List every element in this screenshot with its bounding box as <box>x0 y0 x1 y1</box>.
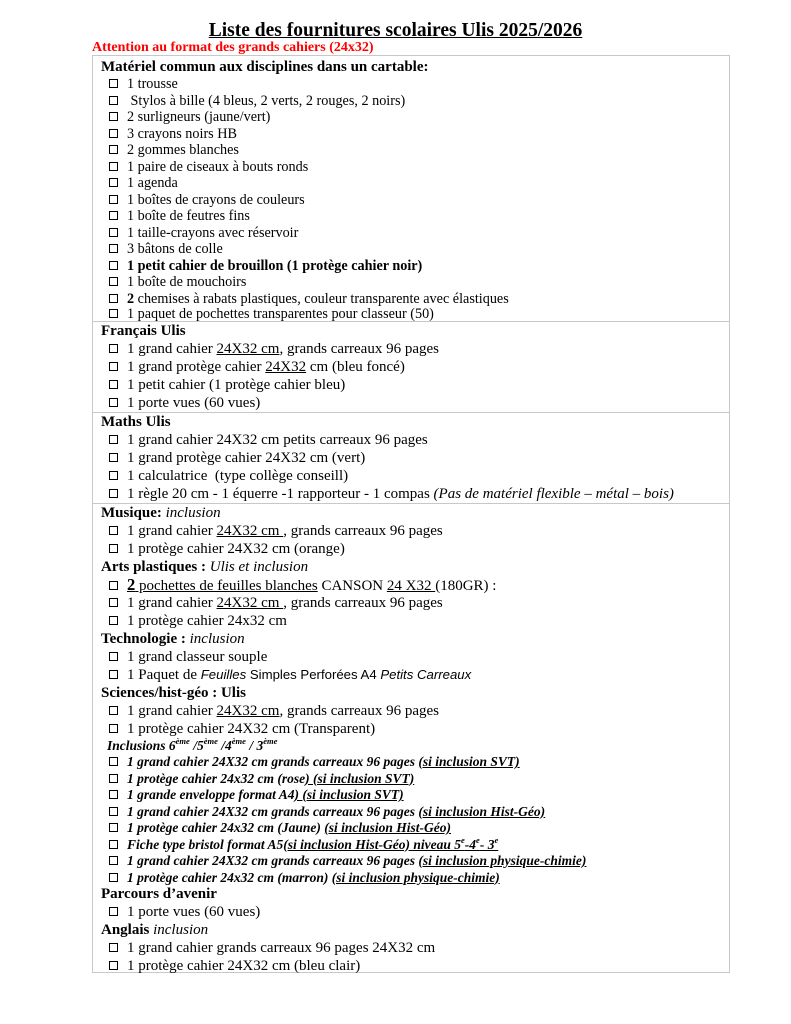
list-item[interactable]: 1 trousse <box>109 76 178 92</box>
checkbox-icon[interactable] <box>109 228 118 237</box>
list-item[interactable]: 2 pochettes de feuilles blanches CANSON 24 X32 (180GR) : <box>109 577 496 594</box>
list-item[interactable]: 1 grand cahier 24X32 cm , grands carreaux 96 pages <box>109 595 443 611</box>
checkbox-icon[interactable] <box>109 581 118 590</box>
list-item[interactable]: 1 taille-crayons avec réservoir <box>109 225 298 241</box>
list-item[interactable]: 1 porte vues (60 vues) <box>109 395 260 411</box>
checkbox-icon[interactable] <box>109 453 118 462</box>
supplies-table <box>92 55 730 973</box>
list-item[interactable]: 3 bâtons de colle <box>109 241 223 257</box>
section-heading: Maths Ulis <box>101 414 171 430</box>
list-item[interactable]: 1 grand cahier 24X32 cm grands carreaux 96 pages (si inclusion physique-chimie) <box>109 853 586 869</box>
checkbox-icon[interactable] <box>109 398 118 407</box>
checkbox-icon[interactable] <box>109 380 118 389</box>
section-commun <box>93 56 729 321</box>
list-item[interactable]: 1 protège cahier 24X32 cm (orange) <box>109 541 345 557</box>
section-heading-techno: Technologie : inclusion <box>101 631 245 647</box>
list-item[interactable]: 1 boîtes de crayons de couleurs <box>109 192 305 208</box>
list-item[interactable]: 1 protège cahier 24x32 cm (Jaune) (si inclusion Hist-Géo) <box>109 820 451 836</box>
list-item[interactable]: Stylos à bille (4 bleus, 2 verts, 2 rouges, 2 noirs) <box>109 93 405 109</box>
list-item[interactable]: 1 protège cahier 24x32 cm (marron) (si inclusion physique-chimie) <box>109 870 500 886</box>
checkbox-icon[interactable] <box>109 294 118 303</box>
list-item[interactable]: 1 petit cahier de brouillon (1 protège cahier noir) <box>109 258 422 274</box>
checkbox-icon[interactable] <box>109 943 118 952</box>
checkbox-icon[interactable] <box>109 840 118 849</box>
section-francais <box>93 321 729 413</box>
checkbox-icon[interactable] <box>109 807 118 816</box>
list-item[interactable]: 1 grande enveloppe format A4) (si inclusion SVT) <box>109 787 404 803</box>
checkbox-icon[interactable] <box>109 652 118 661</box>
checkbox-icon[interactable] <box>109 261 118 270</box>
section-other-subjects <box>93 503 729 973</box>
list-item[interactable]: 1 grand cahier 24X32 cm, grands carreaux 96 pages <box>109 341 439 357</box>
list-item[interactable]: 1 paquet de pochettes transparentes pour classeur (50) <box>109 306 434 322</box>
list-item[interactable]: 1 grand cahier 24X32 cm , grands carreaux 96 pages <box>109 523 443 539</box>
list-item[interactable]: 1 boîte de feutres fins <box>109 208 250 224</box>
list-item[interactable]: 2 chemises à rabats plastiques, couleur transparente avec élastiques <box>109 291 509 307</box>
checkbox-icon[interactable] <box>109 670 118 679</box>
checkbox-icon[interactable] <box>109 907 118 916</box>
page-title: Liste des fournitures scolaires Ulis 2025/2026 <box>208 20 583 41</box>
checkbox-icon[interactable] <box>109 724 118 733</box>
list-item[interactable]: 3 crayons noirs HB <box>109 126 237 142</box>
attention-note: Attention au format des grands cahiers (24x32) <box>92 40 374 55</box>
list-item[interactable]: 1 boîte de mouchoirs <box>109 274 246 290</box>
list-item[interactable]: 2 surligneurs (jaune/vert) <box>109 109 270 125</box>
checkbox-icon[interactable] <box>109 112 118 121</box>
section-heading-musique: Musique: inclusion <box>101 505 221 521</box>
section-heading-arts: Arts plastiques : Ulis et inclusion <box>101 559 309 575</box>
list-item[interactable]: 1 grand cahier 24X32 cm, grands carreaux 96 pages <box>109 703 439 719</box>
checkbox-icon[interactable] <box>109 79 118 88</box>
checkbox-icon[interactable] <box>109 489 118 498</box>
section-heading: Français Ulis <box>101 323 186 339</box>
list-item[interactable]: 1 grand cahier 24X32 cm grands carreaux 96 pages (si inclusion SVT) <box>109 754 520 770</box>
checkbox-icon[interactable] <box>109 344 118 353</box>
checkbox-icon[interactable] <box>109 195 118 204</box>
section-heading-anglais: Anglais inclusion <box>101 922 209 938</box>
list-item[interactable]: Fiche type bristol format A5(si inclusion Hist-Géo) niveau 5e-4e- 3e <box>109 837 498 853</box>
checkbox-icon[interactable] <box>109 544 118 553</box>
checkbox-icon[interactable] <box>109 961 118 970</box>
checkbox-icon[interactable] <box>109 757 118 766</box>
section-heading: Matériel commun aux disciplines dans un cartable: <box>101 59 429 75</box>
checkbox-icon[interactable] <box>109 309 118 318</box>
checkbox-icon[interactable] <box>109 178 118 187</box>
section-heading-parcours: Parcours d’avenir <box>101 886 217 902</box>
list-item[interactable]: 1 grand cahier 24X32 cm grands carreaux 96 pages (si inclusion Hist-Géo) <box>109 804 545 820</box>
checkbox-icon[interactable] <box>109 96 118 105</box>
checkbox-icon[interactable] <box>109 211 118 220</box>
checkbox-icon[interactable] <box>109 873 118 882</box>
checkbox-icon[interactable] <box>109 526 118 535</box>
checkbox-icon[interactable] <box>109 162 118 171</box>
list-item[interactable]: 1 protège cahier 24X32 cm (Transparent) <box>109 721 375 737</box>
checkbox-icon[interactable] <box>109 471 118 480</box>
checkbox-icon[interactable] <box>109 435 118 444</box>
checkbox-icon[interactable] <box>109 823 118 832</box>
checkbox-icon[interactable] <box>109 706 118 715</box>
checkbox-icon[interactable] <box>109 145 118 154</box>
checkbox-icon[interactable] <box>109 774 118 783</box>
list-item[interactable]: 1 agenda <box>109 175 178 191</box>
list-item[interactable]: 2 gommes blanches <box>109 142 239 158</box>
list-item[interactable]: 1 grand protège cahier 24X32 cm (bleu foncé) <box>109 359 405 375</box>
checkbox-icon[interactable] <box>109 362 118 371</box>
checkbox-icon[interactable] <box>109 616 118 625</box>
list-item[interactable]: 1 calculatrice (type collège conseill) <box>109 468 348 484</box>
checkbox-icon[interactable] <box>109 277 118 286</box>
list-item[interactable]: 1 porte vues (60 vues) <box>109 904 260 920</box>
list-item[interactable]: 1 protège cahier 24X32 cm (bleu clair) <box>109 958 360 974</box>
list-item[interactable]: 1 protège cahier 24x32 cm <box>109 613 287 629</box>
list-item[interactable]: 1 grand protège cahier 24X32 cm (vert) <box>109 450 365 466</box>
list-item[interactable]: 1 petit cahier (1 protège cahier bleu) <box>109 377 345 393</box>
section-heading-sciences: Sciences/hist-géo : Ulis <box>101 685 246 701</box>
list-item[interactable]: 1 grand cahier 24X32 cm petits carreaux 96 pages <box>109 432 428 448</box>
inclusions-heading: Inclusions 6ème /5ème /4ème / 3ème <box>107 736 278 753</box>
list-item[interactable]: 1 grand cahier grands carreaux 96 pages 24X32 cm <box>109 940 435 956</box>
checkbox-icon[interactable] <box>109 129 118 138</box>
checkbox-icon[interactable] <box>109 244 118 253</box>
section-maths <box>93 412 729 504</box>
checkbox-icon[interactable] <box>109 790 118 799</box>
list-item[interactable]: 1 protège cahier 24x32 cm (rose) (si inclusion SVT) <box>109 771 414 787</box>
checkbox-icon[interactable] <box>109 856 118 865</box>
list-item[interactable]: 1 règle 20 cm - 1 équerre -1 rapporteur - 1 compas (Pas de matériel flexible – métal – bois) <box>109 486 674 502</box>
list-item[interactable]: 1 paire de ciseaux à bouts ronds <box>109 159 308 175</box>
list-item[interactable]: 1 Paquet de Feuilles Simples Perforées A4 Petits Carreaux <box>109 667 471 683</box>
list-item[interactable]: 1 grand classeur souple <box>109 649 267 665</box>
checkbox-icon[interactable] <box>109 598 118 607</box>
